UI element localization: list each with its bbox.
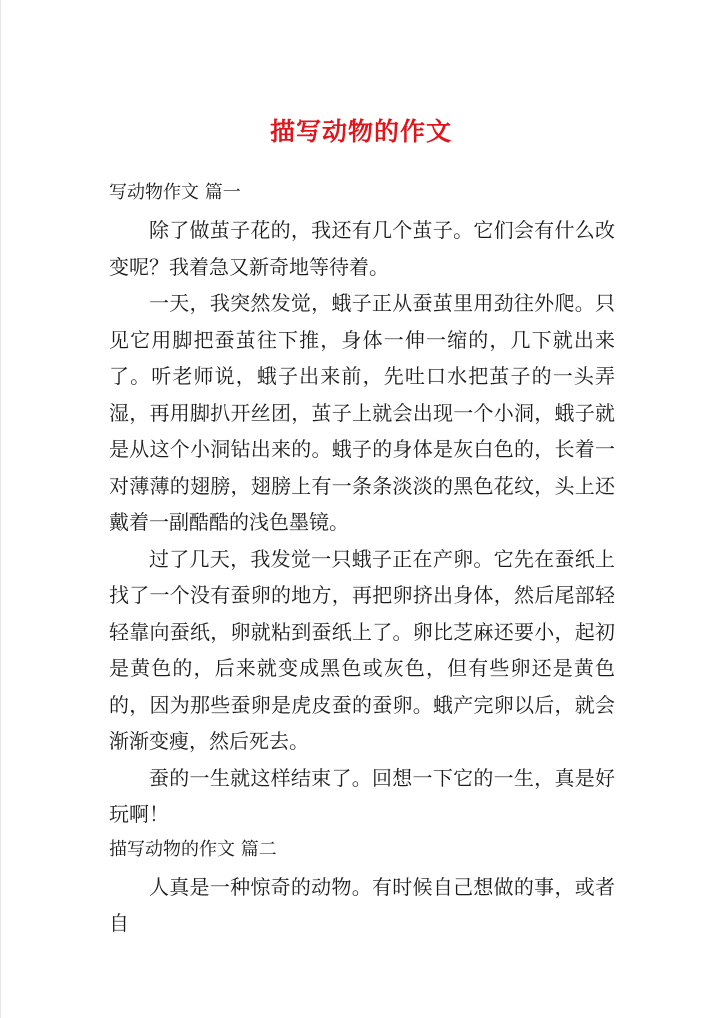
document-body [109,176,615,942]
paragraph: 蚕的一生就这样结束了。回想一下它的一生，真是好玩啊！ [109,765,615,826]
section-heading-1: 写动物作文 篇一 [109,182,241,203]
paragraph: 过了几天，我发觉一只蛾子正在产卵。它先在蚕纸上找了一个没有蚕卵的地方，再把卵挤出身体，然后尾部轻轻靠向蚕纸，卵就粘到蚕纸上了。卵比芝麻还要小，起初是黄色的，后来就变成黑色或灰色，但有些卵还是黄色的，因为那些蚕卵是虎皮蚕的蚕卵。蛾产完卵以后，就会渐渐变瘦，然后死去。 [109,546,615,753]
paragraph: 人真是一种惊奇的动物。有时候自己想做的事，或者自 [109,874,615,935]
section-heading-2: 描写动物的作文 篇二 [109,838,277,860]
document-title: 描写动物的作文 [269,117,452,146]
paragraph: 除了做茧子花的，我还有几个茧子。它们会有什么改变呢？我着急又新奇地等待着。 [109,218,615,279]
paragraph: 一天，我突然发觉，蛾子正从蚕茧里用劲往外爬。只见它用脚把蚕茧往下推，身体一伸一缩的，几下就出来了。听老师说，蛾子出来前，先吐口水把茧子的一头弄湿，再用脚扒开丝团，茧子上就会出现一个小洞，蛾子就是从这个小洞钻出来的。蛾子的身体是灰白色的，长着一对薄薄的翅膀，翅膀上有一条条淡淡的黑色花纹，头上还戴着一副酷酷的浅色墨镜。 [109,291,615,534]
